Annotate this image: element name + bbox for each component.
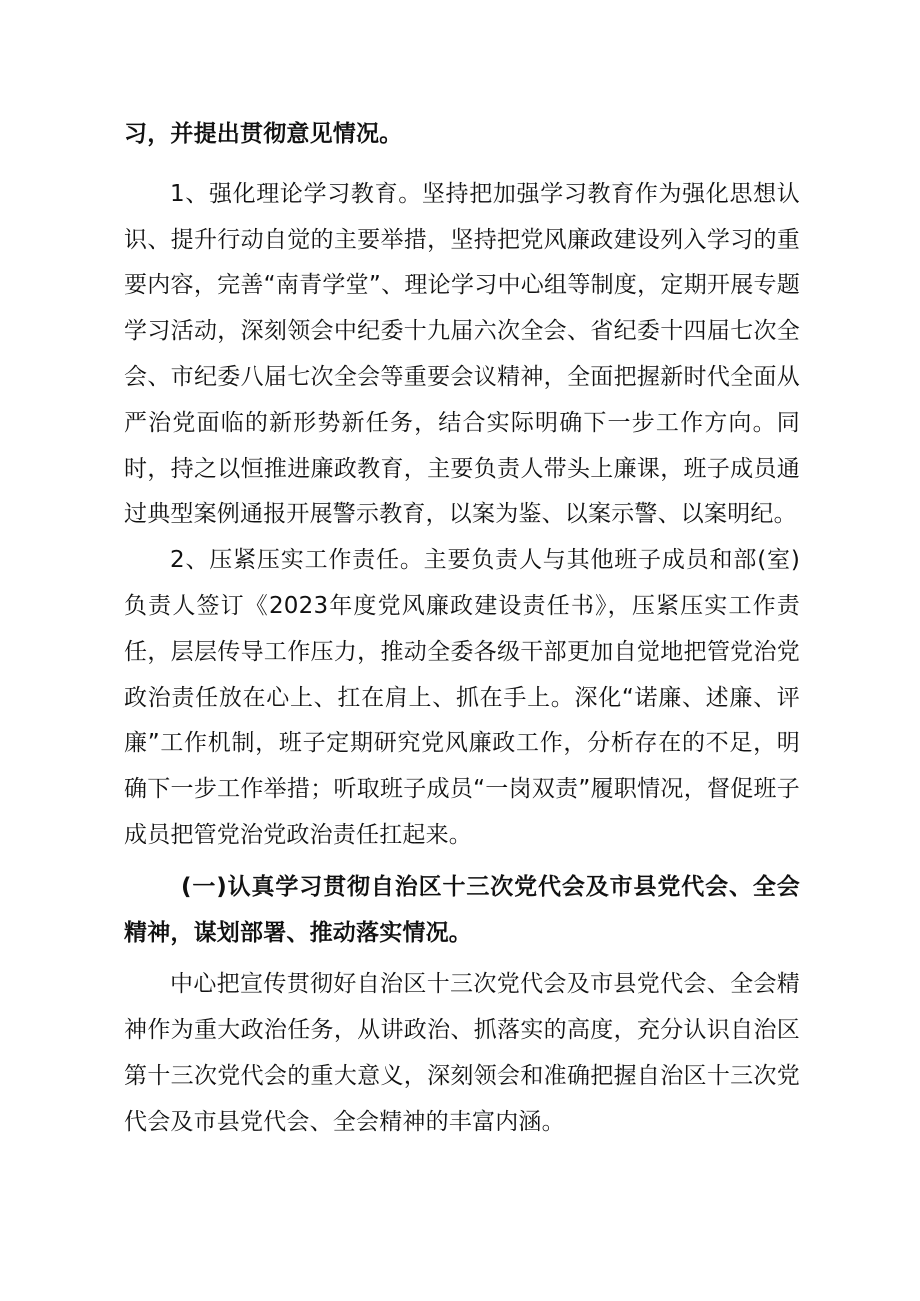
paragraph-theory-study: 1、强化理论学习教育。坚持把加强学习教育作为强化思想认识、提升行动自觉的主要举措，坚持把党风廉政建设列入学习的重要内容，完善“南青学堂”、理论学习中心组等制度，定期开展专题学习活动，深刻领会中纪委十九届六次全会、省纪委十四届七次全会、市纪委八届七次全会等重要会议精神，全面把握新时代全面从严治党面临的新形势新任务，结合实际明确下一步工作方向。同时，持之以恒推进廉政教育，主要负责人带头上廉课，班子成员通过典型案例通报开展警示教育，以案为鉴、以案示警、以案明纪。 xyxy=(124,180,800,528)
paragraph-responsibility: 2、压紧压实工作责任。主要负责人与其他班子成员和部(室)负责人签订《2023年度党风廉政建设责任书》，压紧压实工作责任，层层传导工作压力，推动全委各级干部更加自觉地把管党治党政治责任放在心上、扛在肩上、抓在手上。深化“诺廉、述廉、评廉”工作机制，班子定期研究党风廉政工作，分析存在的不足，明确下一步工作举措；听取班子成员“一岗双责”履职情况，督促班子成员把管党治党政治责任扛起来。 xyxy=(124,547,800,848)
continued-heading-line: 习，并提出贯彻意见情况。 xyxy=(124,121,403,147)
document-body xyxy=(124,112,800,1146)
paragraph-implementation: 中心把宣传贯彻好自治区十三次党代会及市县党代会、全会精神作为重大政治任务，从讲政治、抓落实的高度，充分认识自治区第十三次党代会的重大意义，深刻领会和准确把握自治区十三次党代会及市县党代会、全会精神的丰富内涵。 xyxy=(124,971,800,1135)
section-heading: (一)认真学习贯彻自治区十三次党代会及市县党代会、全会精神，谋划部署、推动落实情况。 xyxy=(124,873,800,946)
